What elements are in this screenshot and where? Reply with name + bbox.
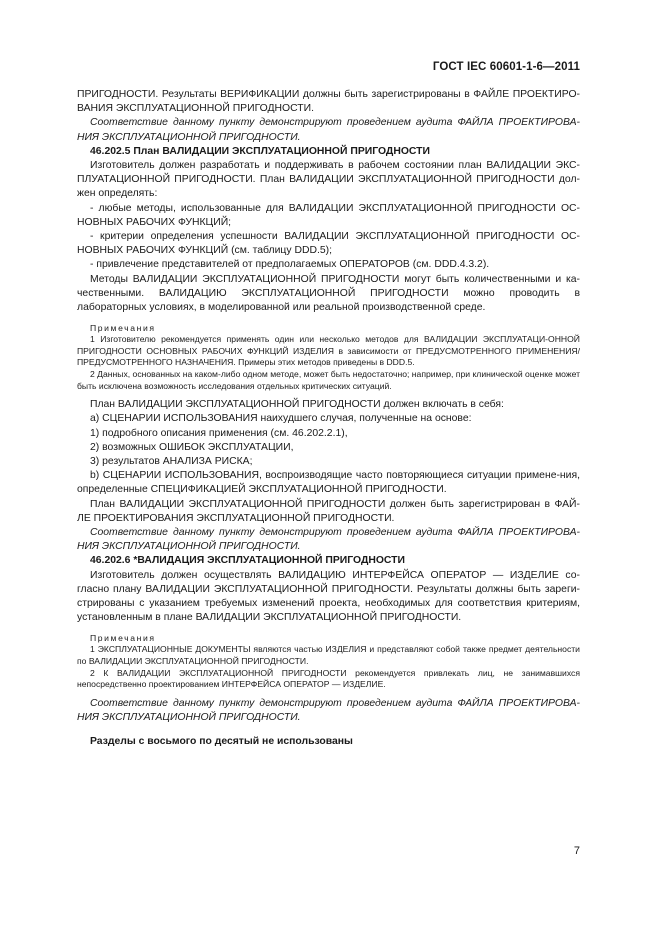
list-item: а) СЦЕНАРИИ ИСПОЛЬЗОВАНИЯ наихудшего случая, полученные на основе: xyxy=(90,413,472,425)
paragraph: План ВАЛИДАЦИИ ЭКСПЛУАТАЦИОННОЙ ПРИГОДНОСТИ должен включать в себя: xyxy=(90,399,504,411)
document-body xyxy=(77,88,580,749)
list-item: - любые методы, использованные для ВАЛИДАЦИИ ЭКСПЛУАТАЦИОННОЙ ПРИГОДНОСТИ ОС-НОВНЫХ РАБОЧИХ ФУНКЦИЙ; xyxy=(77,202,580,228)
notes-heading: Примечания xyxy=(90,323,156,334)
paragraph: Изготовитель должен осуществлять ВАЛИДАЦИЮ ИНТЕРФЕЙСА ОПЕРАТОР — ИЗДЕЛИЕ со-гласно плану ВАЛИДАЦИИ ЭКСПЛУАТАЦИОННОЙ ПРИГОДНОСТИ. Результаты должны быть зареги-стрированы с указанием требуемых изменений проекта, необходимых для соответствия критериям, установленным в плане ВАЛИДАЦИИ ЭКСПЛУАТАЦИОННОЙ ПРИГОДНОСТИ. xyxy=(77,569,580,624)
paragraph: Методы ВАЛИДАЦИИ ЭКСПЛУАТАЦИОННОЙ ПРИГОДНОСТИ могут быть количественными и ка-чественными. ВАЛИДАЦИЮ ЭКСПЛУАТАЦИОННОЙ ПРИГОДНОСТИ можно проводить в лабораторных условиях, в моделированной или реальной производственной среде. xyxy=(77,273,580,314)
compliance-statement: Соответствие данному пункту демонстрируют проведением аудита ФАЙЛА ПРОЕКТИРОВА-НИЯ ЭКСПЛУАТАЦИОННОЙ ПРИГОДНОСТИ. xyxy=(77,117,580,143)
closing-statement: Разделы с восьмого по десятый не использованы xyxy=(90,736,353,748)
list-item: b) СЦЕНАРИИ ИСПОЛЬЗОВАНИЯ, воспроизводящие часто повторяющиеся ситуации примене-ния, определенные СПЕЦИФИКАЦИЕЙ ЭКСПЛУАТАЦИОННОЙ ПРИГОДНОСТИ. xyxy=(77,470,580,496)
notes-heading: Примечания xyxy=(90,633,156,644)
document-id-header: ГОСТ IEC 60601-1-6—2011 xyxy=(432,61,580,73)
note-item: 2 К ВАЛИДАЦИИ ЭКСПЛУАТАЦИОННОЙ ПРИГОДНОСТИ рекомендуется привлекать лиц, не занимавшихся непосредственно проектированием ИНТЕРФЕЙСА ОПЕРАТОР — ИЗДЕЛИЕ. xyxy=(77,667,580,690)
note-item: 1 ЭКСПЛУАТАЦИОННЫЕ ДОКУМЕНТЫ являются частью ИЗДЕЛИЯ и представляют собой также предмет деятельности по ВАЛИДАЦИИ ЭКСПЛУАТАЦИОННОЙ ПРИГОДНОСТИ. xyxy=(77,644,580,667)
list-item: 2) возможных ОШИБОК ЭКСПЛУАТАЦИИ, xyxy=(90,441,294,453)
compliance-statement: Соответствие данному пункту демонстрируют проведением аудита ФАЙЛА ПРОЕКТИРОВА-НИЯ ЭКСПЛУАТАЦИОННОЙ ПРИГОДНОСТИ. xyxy=(77,697,580,724)
paragraph: Изготовитель должен разработать и поддерживать в рабочем состоянии план ВАЛИДАЦИИ ЭКС-ПЛУАТАЦИОННОЙ ПРИГОДНОСТИ. План ВАЛИДАЦИИ ЭКСПЛУАТАЦИОННОЙ ПРИГОДНОСТИ дол-жен определять: xyxy=(77,160,580,200)
section-heading-46-202-6: 46.202.6 *ВАЛИДАЦИЯ ЭКСПЛУАТАЦИОННОЙ ПРИГОДНОСТИ xyxy=(90,555,405,567)
list-item: - критерии определения успешности ВАЛИДАЦИИ ЭКСПЛУАТАЦИОННОЙ ПРИГОДНОСТИ ОС-НОВНЫХ РАБОЧИХ ФУНКЦИЙ (см. таблицу DDD.5); xyxy=(77,231,580,257)
list-item: 1) подробного описания применения (см. 46.202.2.1), xyxy=(90,427,348,439)
note-item: 2 Данных, основанных на каком-либо одном методе, может быть недостаточно; например, при клинической оценке может быть исключена возможность исследования отдельных критических ситуаций. xyxy=(77,369,580,391)
compliance-statement: Соответствие данному пункту демонстрируют проведением аудита ФАЙЛА ПРОЕКТИРОВА-НИЯ ЭКСПЛУАТАЦИОННОЙ ПРИГОДНОСТИ. xyxy=(77,527,580,553)
note-item: 1 Изготовителю рекомендуется применять один или несколько методов для ВАЛИДАЦИИ ЭКСПЛУАТАЦИ-ОННОЙ ПРИГОДНОСТИ ОСНОВНЫХ РАБОЧИХ ФУНКЦИЙ ИЗДЕЛИЯ в зависимости от ПРЕДУСМОТРЕННОГО ПРИМЕНЕНИЯ/ПРЕДУСМОТРЕННОГО НАЗНАЧЕНИЯ. Примеры этих методов приведены в DDD.5. xyxy=(77,334,580,368)
list-item: 3) результатов АНАЛИЗА РИСКА; xyxy=(90,456,253,468)
list-item: - привлечение представителей от предполагаемых ОПЕРАТОРОВ (см. DDD.4.3.2). xyxy=(90,259,490,271)
section-heading-46-202-5: 46.202.5 План ВАЛИДАЦИИ ЭКСПЛУАТАЦИОННОЙ ПРИГОДНОСТИ xyxy=(90,145,430,157)
page-number: 7 xyxy=(573,845,580,857)
paragraph: ПРИГОДНОСТИ. Результаты ВЕРИФИКАЦИИ должны быть зарегистрированы в ФАЙЛЕ ПРОЕКТИРО-ВАНИЯ ЭКСПЛУАТАЦИОННОЙ ПРИГОДНОСТИ. xyxy=(77,89,580,115)
paragraph: План ВАЛИДАЦИИ ЭКСПЛУАТАЦИОННОЙ ПРИГОДНОСТИ должен быть зарегистрирован в ФАЙ-ЛЕ ПРОЕКТИРОВАНИЯ ЭКСПЛУАТАЦИОННОЙ ПРИГОДНОСТИ. xyxy=(77,498,580,524)
